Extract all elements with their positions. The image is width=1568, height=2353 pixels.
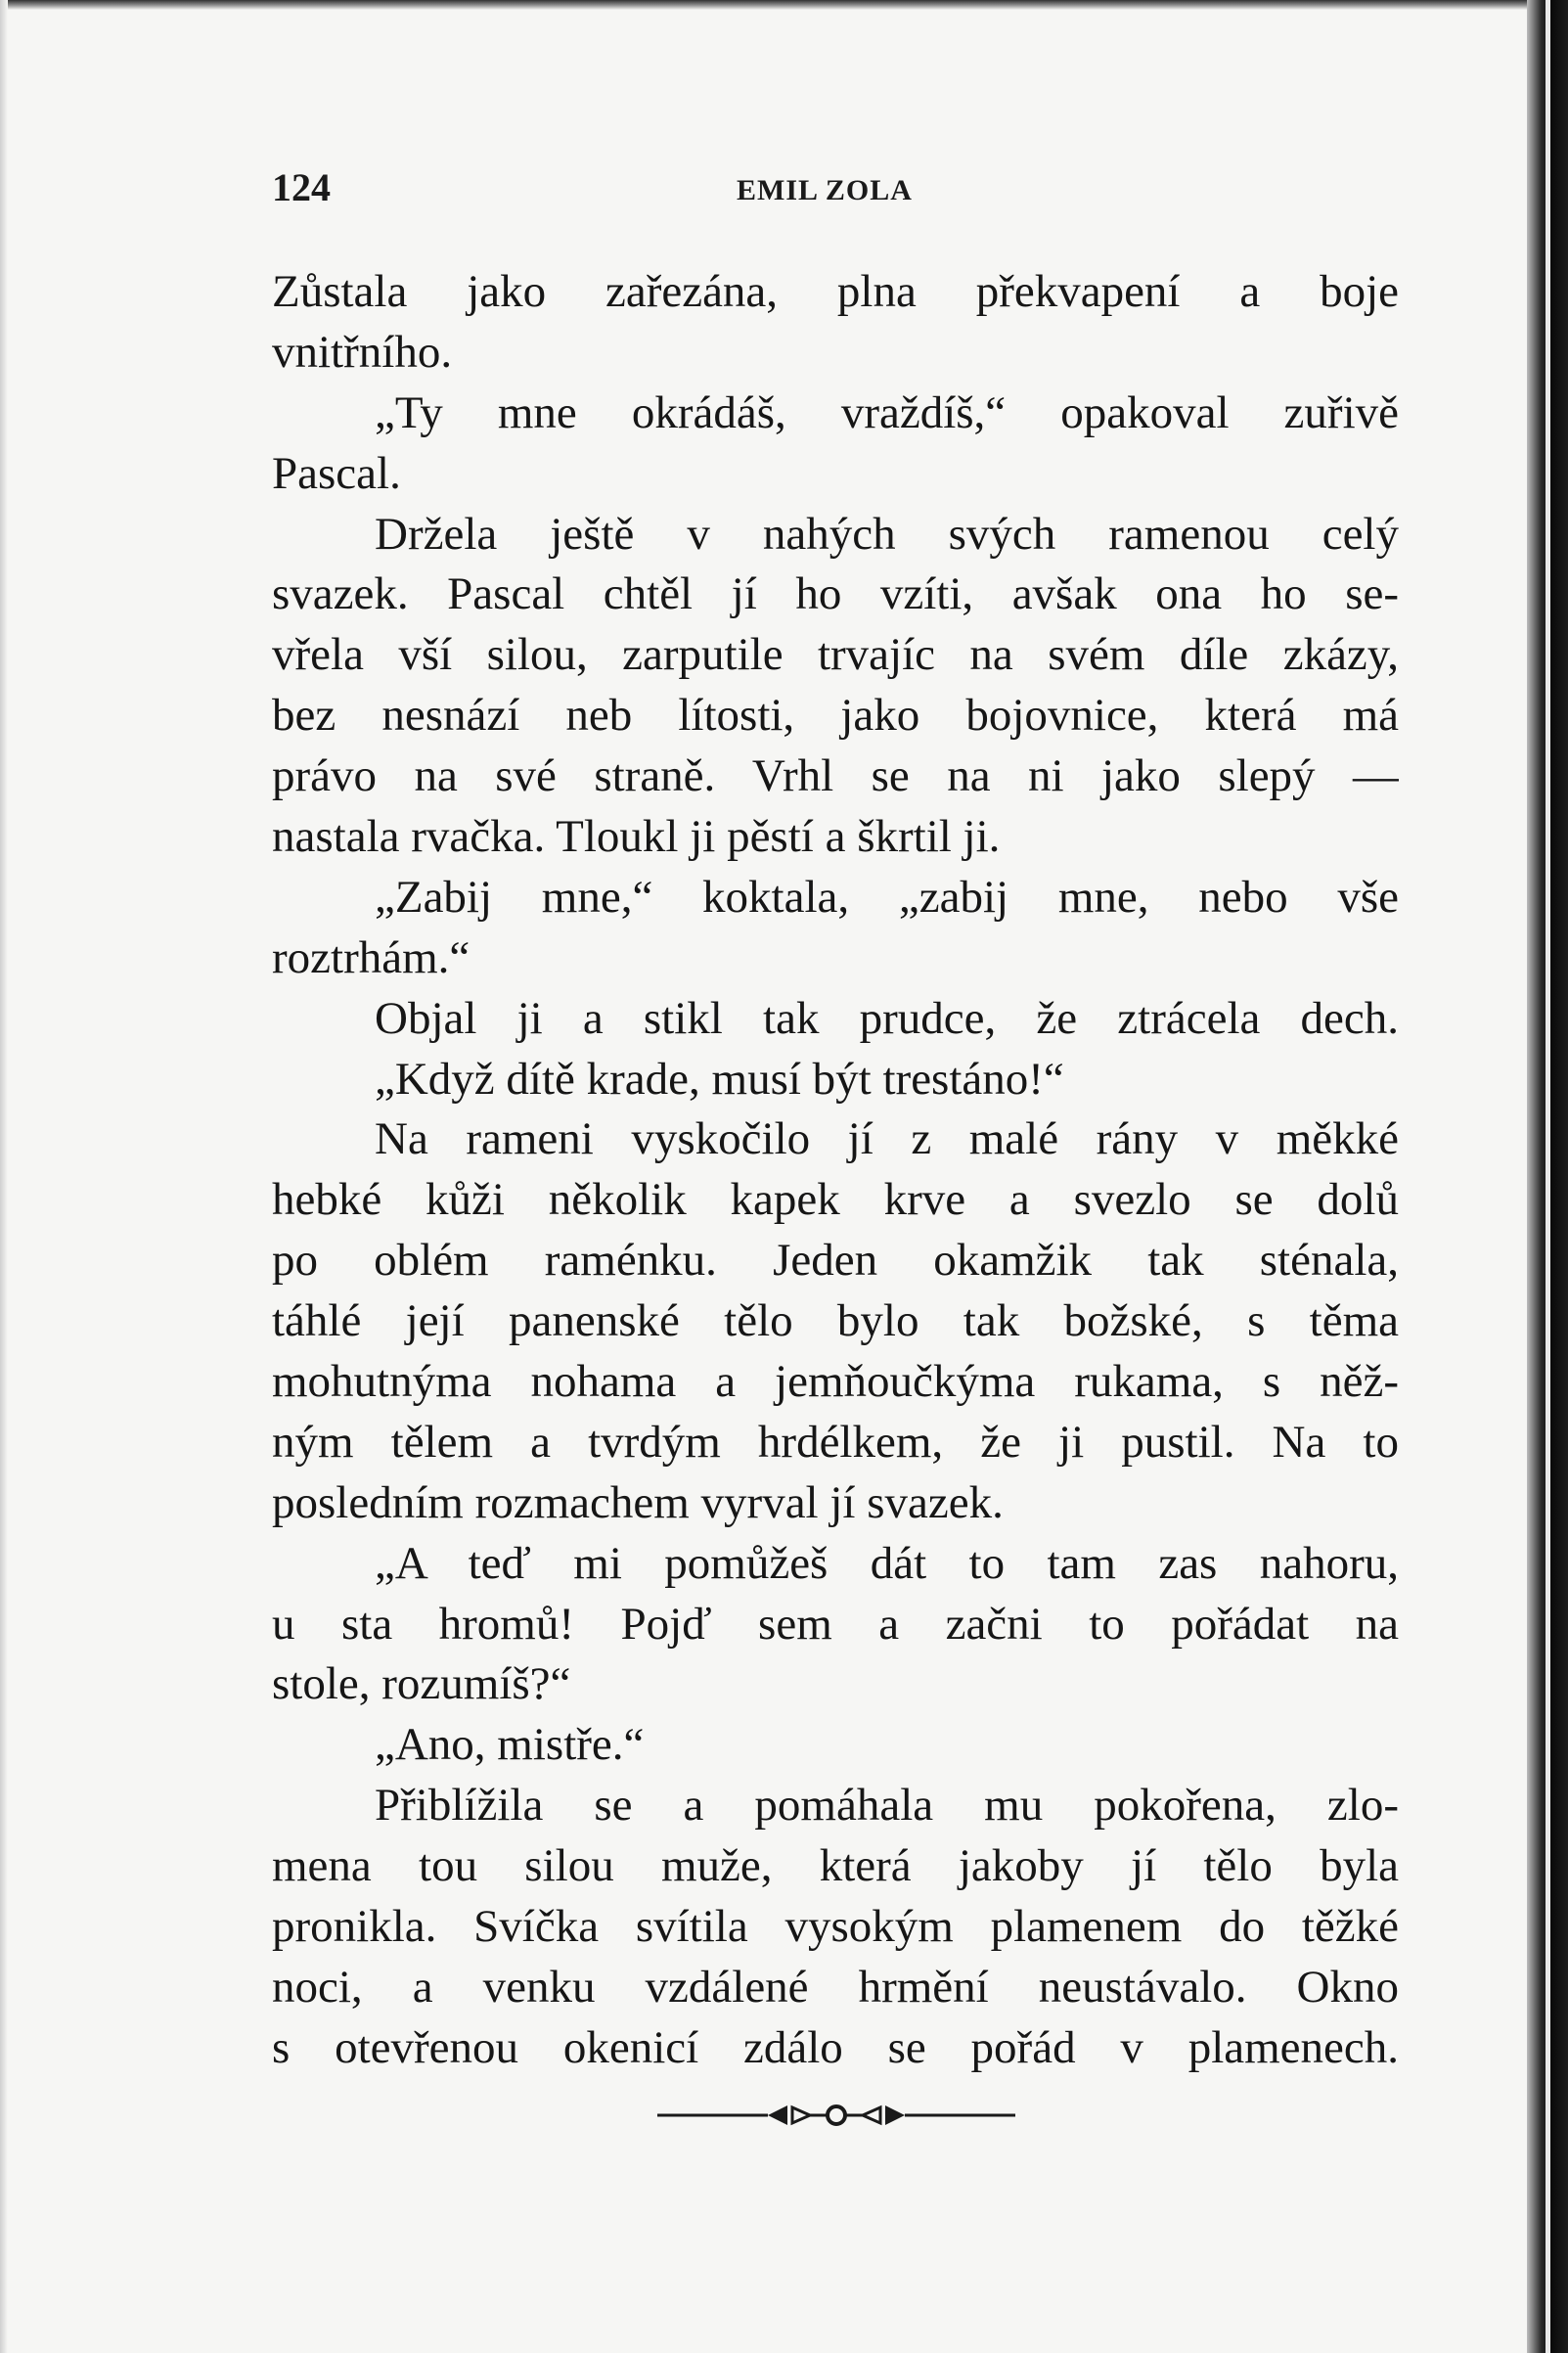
text-line: vnitřního. <box>272 326 453 378</box>
ornament-divider <box>655 2094 1017 2137</box>
text-line: bez nesnází neb lítosti, jako bojovnice, která má <box>272 690 1399 742</box>
page-top-edge <box>0 0 1568 10</box>
text-line: stole, rozumíš?“ <box>272 1658 571 1710</box>
text-line: po oblém raménku. Jeden okamžik tak sténala, <box>272 1235 1399 1287</box>
text-line: Přiblížila se a pomáhala mu pokořena, zlo- <box>375 1780 1399 1832</box>
text-line: mohutnýma nohama a jemňoučkýma rukama, s něž- <box>272 1356 1399 1408</box>
text-line: „Ano, mistře.“ <box>375 1719 645 1771</box>
text-line: Objal ji a stikl tak prudce, že ztrácela dech. <box>375 992 1399 1044</box>
text-line: nastala rvačka. Tloukl ji pěstí a škrtil ji. <box>272 811 1001 863</box>
text-line: roztrhám.“ <box>272 931 470 983</box>
text-line: vřela vší silou, zarputile trvajíc na svém díle zkázy, <box>272 629 1399 681</box>
page-number: 124 <box>272 165 331 209</box>
text-line: Zůstala jako zařezána, plna překvapení a boje <box>272 266 1399 317</box>
page-left-edge <box>0 0 8 2353</box>
text-line: noci, a venku vzdálené hrmění neustávalo. Okno <box>272 1961 1399 2013</box>
text-line: mena tou silou muže, která jakoby jí tělo byla <box>272 1840 1399 1892</box>
text-line: svazek. Pascal chtěl jí ho vzíti, avšak ona ho se- <box>272 568 1399 620</box>
text-line: „Zabij mne,“ koktala, „zabij mne, nebo vše <box>375 871 1399 923</box>
text-line: táhlé její panenské tělo bylo tak božské, s těma <box>272 1295 1399 1347</box>
text-line: „Když dítě krade, musí být trestáno!“ <box>375 1053 1064 1105</box>
binding-highlight <box>1546 0 1550 2353</box>
text-line: Pascal. <box>272 447 401 499</box>
text-line: s otevřenou okenicí zdálo se pořád v plamenech. <box>272 2021 1399 2073</box>
text-line: posledním rozmachem vyrval jí svazek. <box>272 1476 1004 1528</box>
text-line: „Ty mne okrádáš, vraždíš,“ opakoval zuřivě <box>375 386 1399 438</box>
body-text <box>272 262 1399 2079</box>
text-line: právo na své straně. Vrhl se na ni jako slepý — <box>272 750 1399 802</box>
text-line: Držela ještě v nahých svých ramenou celý <box>375 508 1399 560</box>
text-line: pronikla. Svíčka svítila vysokým plamenem do těžké <box>272 1901 1399 1953</box>
text-line: „A teď mi pomůžeš dát to tam zas nahoru, <box>375 1537 1399 1589</box>
text-line: ným tělem a tvrdým hrdélkem, že ji pustil. Na to <box>272 1416 1399 1468</box>
text-line: Na rameni vyskočilo jí z malé rány v měkké <box>375 1113 1399 1165</box>
text-line: hebké kůži několik kapek krve a svezlo se dolů <box>272 1174 1399 1226</box>
page-header <box>272 164 1399 213</box>
text-line: u sta hromů! Pojď sem a začni to pořádat na <box>272 1598 1399 1650</box>
running-head: EMIL ZOLA <box>737 174 913 206</box>
